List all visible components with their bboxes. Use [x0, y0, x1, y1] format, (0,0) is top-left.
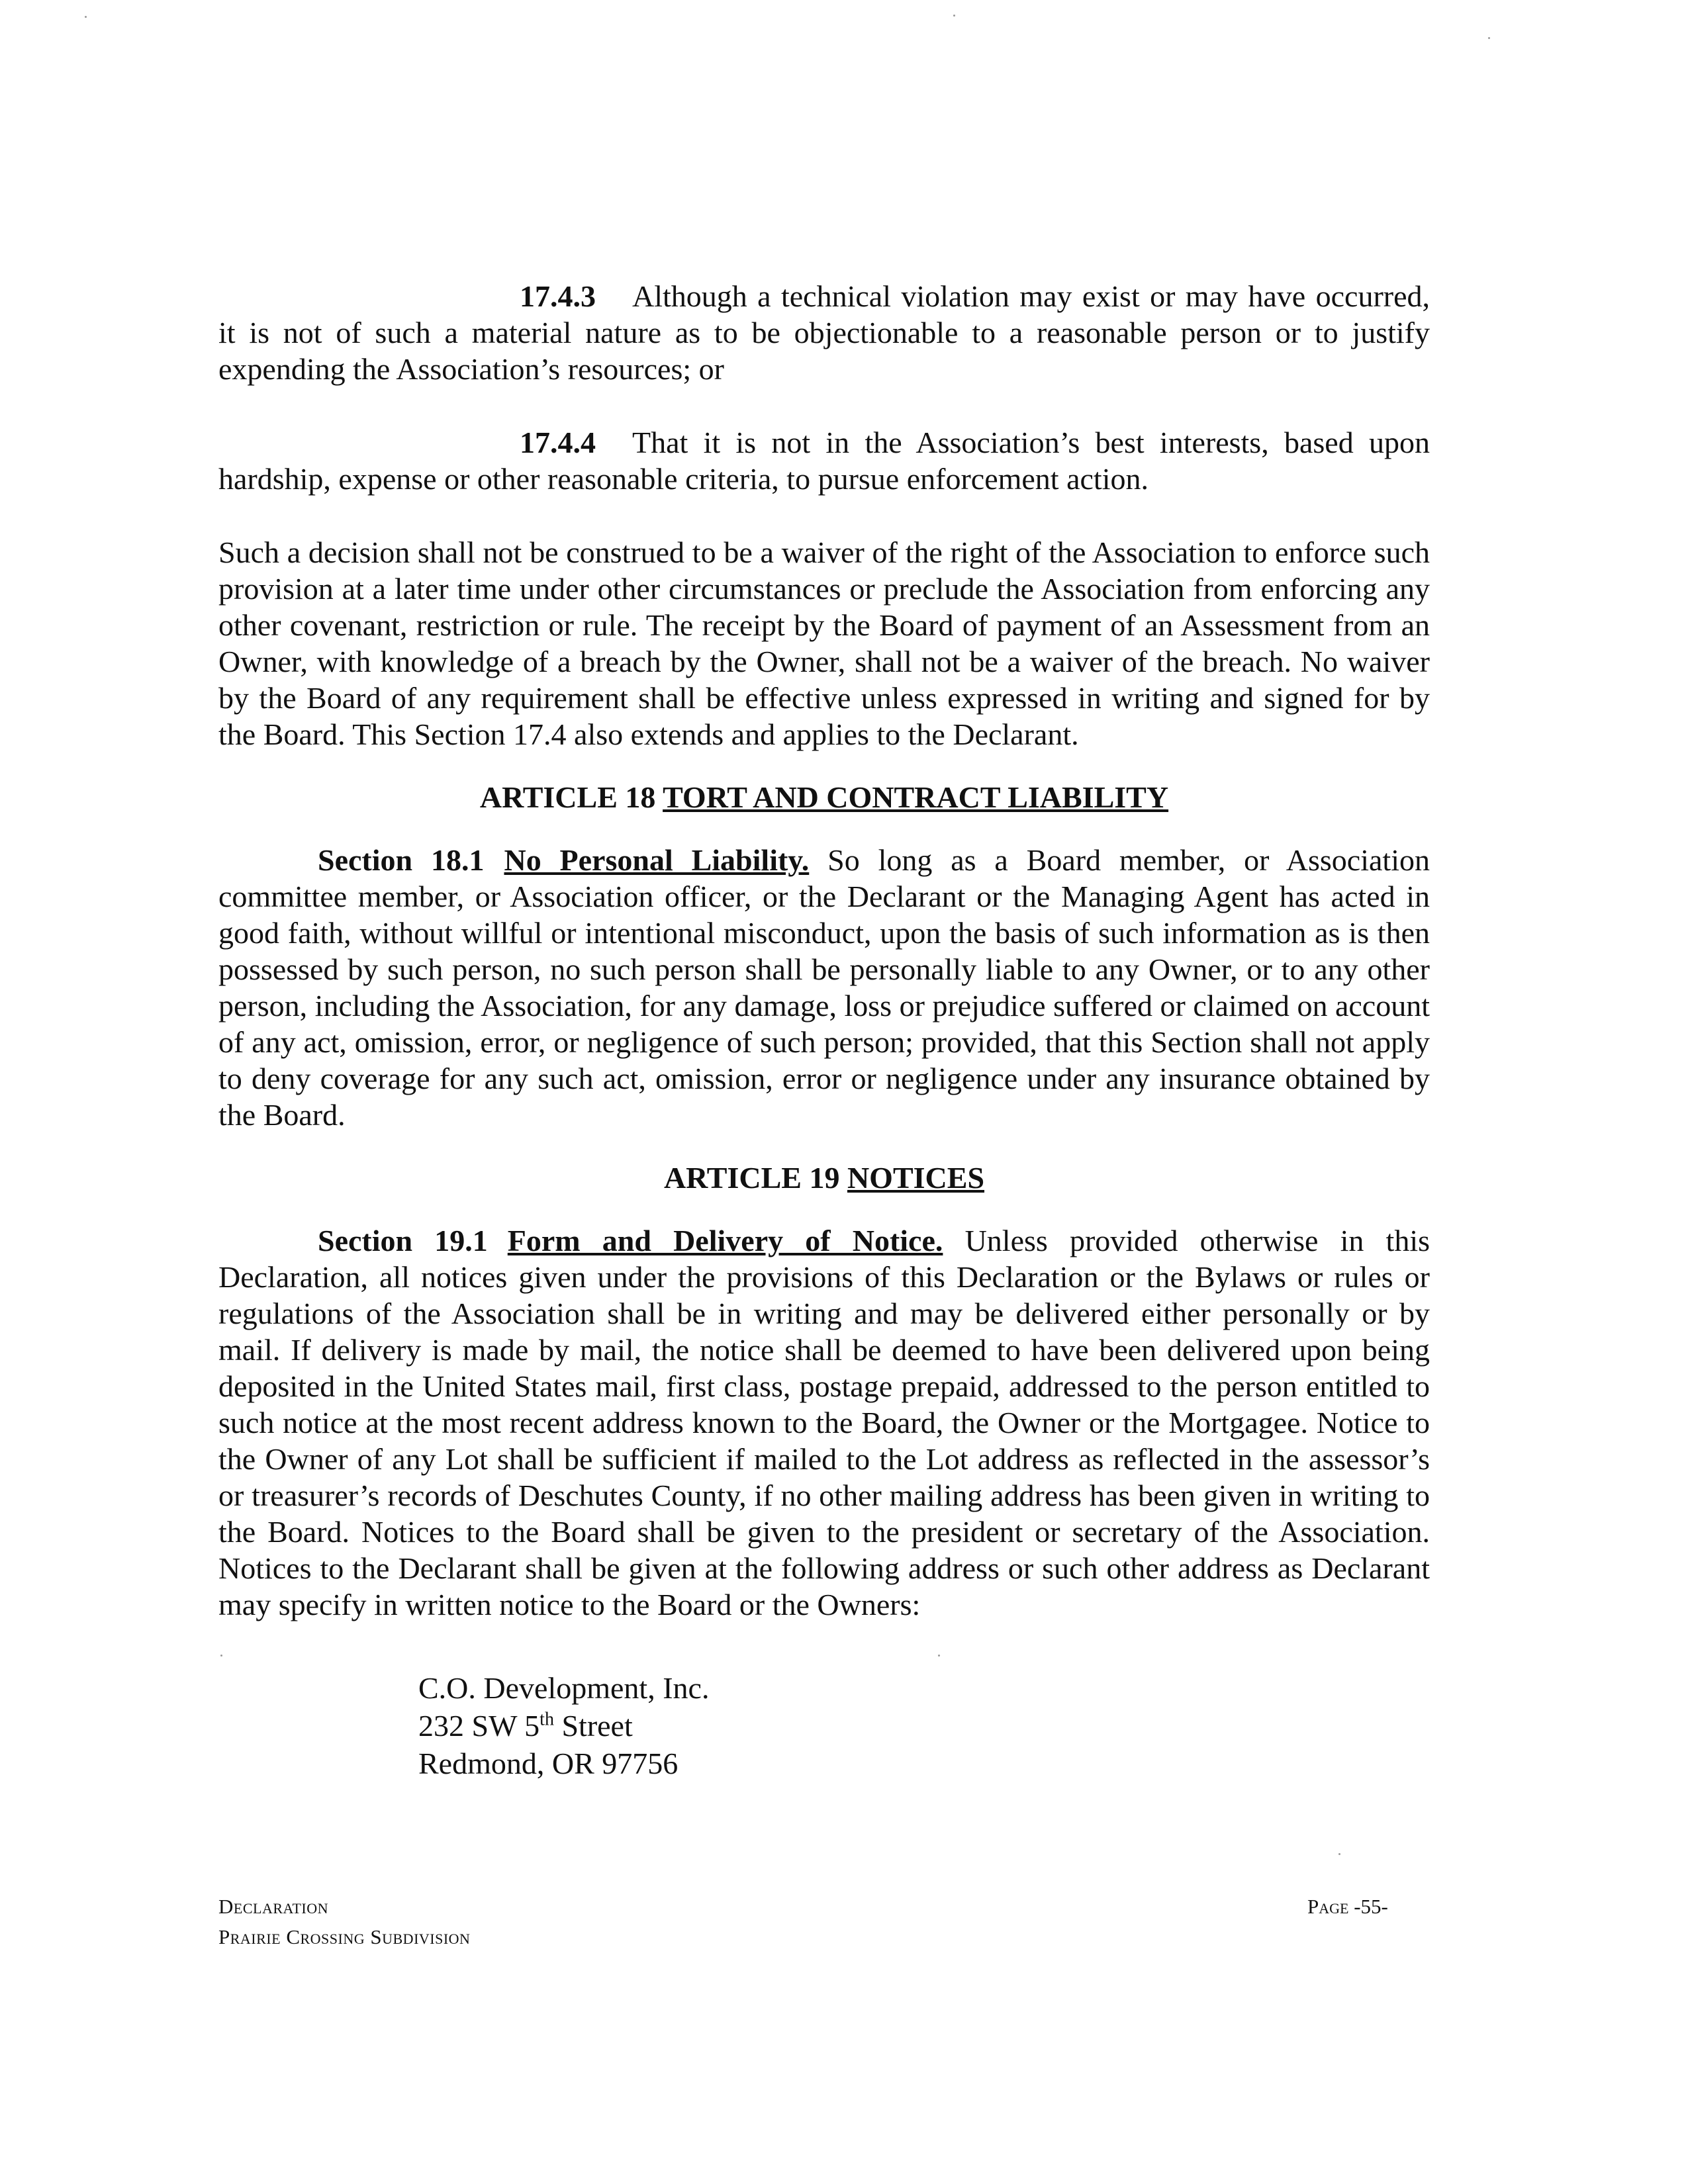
address-line-street: 232 SW 5th Street: [418, 1709, 633, 1743]
section-text: Unless provided otherwise in this Declaration, all notices given under the provisions of this Declaration or the Bylaws or rules or regulations of the Association shall be in writing and may be delivered either personally or by mail. If delivery is made by mail, the notice shall be deemed to have been delivered upon being deposited in the United States mail, first class, postage prepaid, addressed to the person entitled to such notice at the most recent address known to the Board, the Owner or the Mortgagee. Notice to the Owner of any Lot shall be sufficient if mailed to the Lot address as reflected in the assessor’s or treasurer’s records of Deschutes County, if no other mailing address has been given in writing to the Board. Notices to the Board shall be given to the president or secretary of the Association. Notices to the Declarant shall be given at the following address or such other address as Declarant may specify in written notice to the Board or the Owners:: [218, 1224, 1430, 1621]
section-title: Form and Delivery of Notice.: [507, 1224, 943, 1257]
paragraph-17-4-4: [218, 424, 1430, 497]
article-title: NOTICES: [847, 1161, 985, 1195]
scan-speck: [953, 15, 955, 17]
address-line-city: Redmond, OR 97756: [418, 1747, 679, 1780]
article-18-heading: [218, 779, 1430, 815]
footer-line-declaration: Declaration: [218, 1895, 328, 1918]
scan-speck: [85, 16, 87, 18]
article-label: ARTICLE 19: [663, 1161, 840, 1195]
scan-speck: [220, 1655, 222, 1657]
section-text: So long as a Board member, or Association committee member, or Association officer, or the Declarant or the Managing Agent has acted in good faith, without willful or intentional misconduct, upon the basis of such information as is then possessed by such person, no such person shall be personally liable to any Owner, or to any other person, including the Association, for any damage, loss or prejudice suffered or claimed on account of any act, omission, error, or negligence of such person; provided, that this Section shall not apply to deny coverage for any such act, omission, error or negligence under any insurance obtained by the Board.: [218, 843, 1430, 1132]
paragraph-number: 17.4.4: [520, 426, 596, 459]
footer-line-subdivision: Prairie Crossing Subdivision: [218, 1925, 471, 1948]
paragraph-17-4-3: [218, 278, 1430, 387]
article-19-heading: [218, 1160, 1430, 1196]
scan-speck: [938, 1655, 940, 1657]
scan-speck: [1338, 1853, 1340, 1855]
paragraph-number: 17.4.3: [520, 279, 596, 313]
section-19-1: [218, 1222, 1430, 1623]
footer-document-title: [218, 1891, 470, 1952]
waiver-paragraph: Such a decision shall not be construed to be a waiver of the right of the Association to enforce such provision at a later time under other circumstances or preclude the Association from enforcing any other covenant, restriction or rule. The receipt by the Board of payment of an Assessment from an Owner, with knowledge of a breach by the Owner, shall not be a waiver of the breach. No waiver by the Board of any requirement shall be effective unless expressed in writing and signed for by the Board. This Section 17.4 also extends and applies to the Declarant.: [218, 535, 1430, 751]
page-number: Page -55-: [1307, 1895, 1388, 1918]
section-number: Section 19.1: [318, 1224, 488, 1257]
section-title: No Personal Liability.: [504, 843, 810, 877]
address-line-company: C.O. Development, Inc.: [418, 1671, 710, 1705]
document-body: [218, 278, 1430, 1782]
paragraph-text: Although a technical violation may exist or may have occurred, it is not of such a material nature as to be objectionable to a reasonable person or to justify expending the Association’s resources; or: [218, 279, 1430, 386]
scan-speck: [1488, 37, 1490, 39]
article-label: ARTICLE 18: [479, 780, 656, 814]
section-number: Section 18.1: [318, 843, 485, 877]
article-title: TORT AND CONTRACT LIABILITY: [663, 780, 1169, 814]
paragraph-text: That it is not in the Association’s best interests, based upon hardship, expense or other reasonable criteria, to pursue enforcement action.: [218, 426, 1430, 496]
section-18-1: [218, 842, 1430, 1133]
declarant-address: [418, 1669, 1430, 1782]
